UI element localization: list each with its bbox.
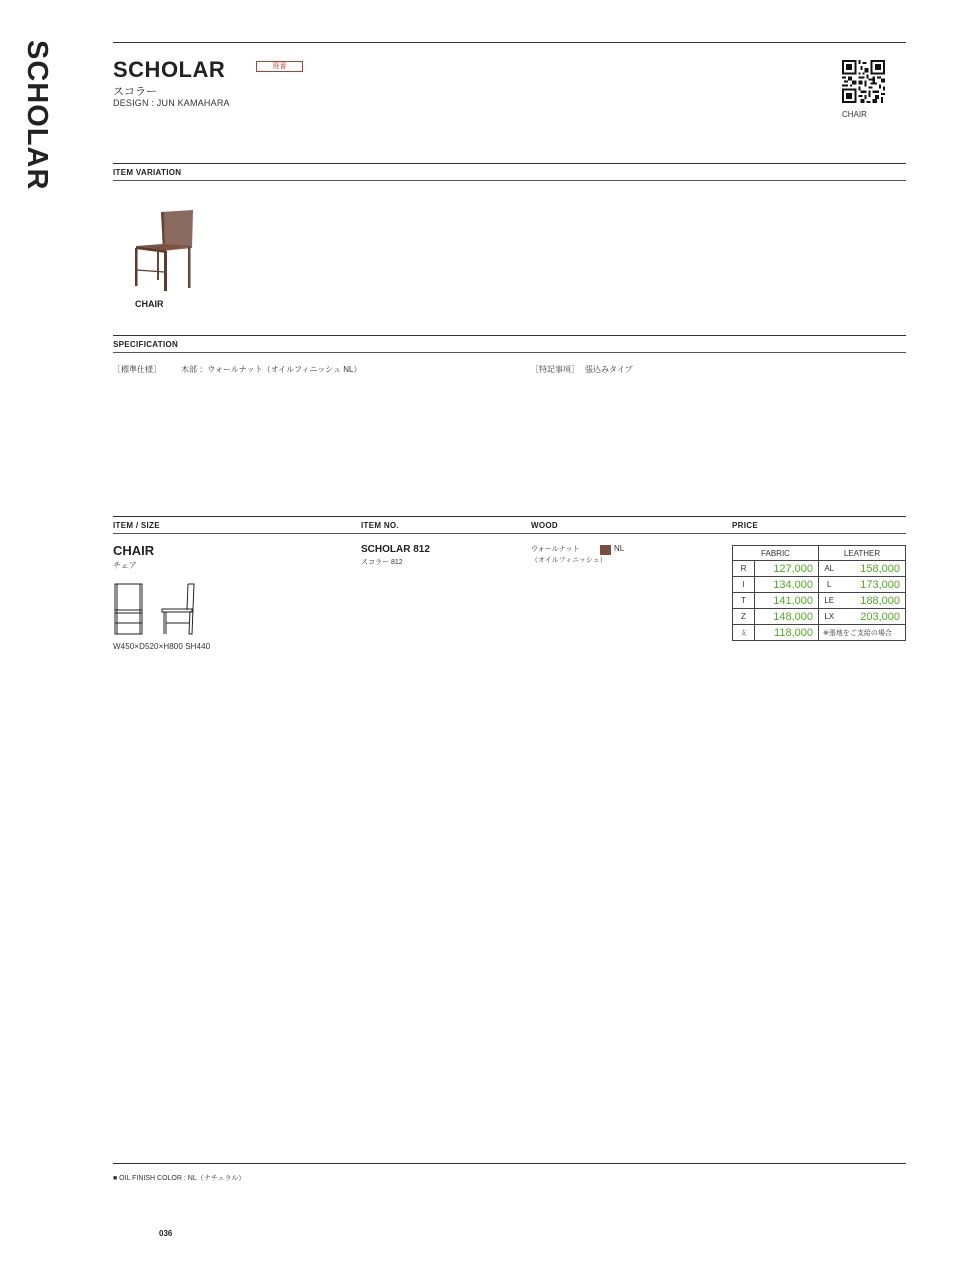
leather-grade: L (819, 577, 840, 593)
header-top-rule (113, 42, 906, 43)
items-bottom-rule (113, 533, 906, 534)
items-top-rule (113, 516, 906, 517)
leather-price: 203,000 (840, 609, 906, 625)
supplied-fabric-note: ※張地をご支給の場合 (819, 625, 906, 641)
footer-rule (113, 1163, 906, 1164)
table-row (733, 593, 906, 609)
fabric-grade: T (733, 593, 755, 609)
chair-side-drawing (161, 583, 197, 635)
table-row (733, 561, 906, 577)
footer-note: ■ OIL FINISH COLOR : NL（ナチュラル） (113, 1175, 246, 1182)
discontinued-badge: 廃番 (256, 61, 303, 72)
fabric-price: 141,000 (755, 593, 819, 609)
leather-header: LEATHER (819, 546, 906, 561)
wood-line-1: ウォールナット (531, 546, 580, 553)
fabric-grade: I (733, 577, 755, 593)
price-table (732, 545, 906, 641)
item-variation-heading: ITEM VARIATION (113, 168, 182, 177)
table-row (733, 577, 906, 593)
wood-description (531, 544, 607, 566)
spec-bottom-rule (113, 352, 906, 353)
item-no-heading: ITEM NO. (361, 521, 399, 530)
qr-code-icon[interactable] (842, 60, 885, 103)
variation-top-rule (113, 163, 906, 164)
special-note-value: 張込みタイプ (585, 365, 633, 374)
fabric-price: 134,000 (755, 577, 819, 593)
item-model-number: SCHOLAR 812 (361, 544, 430, 555)
specification-heading: SPECIFICATION (113, 340, 179, 349)
standard-spec-value: 木部 ：ウォールナット（オイルフィニッシュ NL） (181, 365, 362, 374)
spec-top-rule (113, 335, 906, 336)
leather-price: 173,000 (840, 577, 906, 593)
fabric-header: FABRIC (733, 546, 819, 561)
fabric-price: 127,000 (755, 561, 819, 577)
variation-bottom-rule (113, 180, 906, 181)
item-name: CHAIR (113, 543, 155, 558)
wood-swatch[interactable] (600, 545, 611, 555)
side-title: SCHOLAR (21, 40, 53, 191)
item-name-kana: チェア (113, 561, 137, 570)
fabric-grade: 支 (733, 625, 755, 641)
standard-spec-label: ［標準仕様］ (113, 365, 161, 374)
designer-credit: DESIGN : JUN KAMAHARA (113, 98, 230, 108)
item-size-heading: ITEM / SIZE (113, 521, 160, 530)
special-note-label: ［特記事項］ (531, 365, 579, 374)
chair-front-drawing (113, 583, 145, 635)
page-number: 036 (159, 1229, 173, 1238)
leather-price: 188,000 (840, 593, 906, 609)
price-heading: PRICE (732, 521, 758, 530)
fabric-price: 148,000 (755, 609, 819, 625)
fabric-grade: R (733, 561, 755, 577)
fabric-price: 118,000 (755, 625, 819, 641)
wood-heading: WOOD (531, 521, 558, 530)
page-title-kana: スコラー (113, 86, 157, 98)
variation-item-label: CHAIR (135, 299, 164, 309)
leather-grade: LX (819, 609, 840, 625)
item-dimensions: W450×D520×H800 SH440 (113, 642, 211, 651)
table-row (733, 625, 906, 641)
wood-color-code: NL (614, 544, 625, 553)
table-row (733, 609, 906, 625)
fabric-grade: Z (733, 609, 755, 625)
qr-label: CHAIR (842, 110, 867, 119)
chair-photo[interactable] (130, 208, 200, 294)
item-model-kana: スコラー 812 (361, 559, 403, 566)
leather-grade: LE (819, 593, 840, 609)
page-title: SCHOLAR (113, 57, 226, 82)
leather-price: 158,000 (840, 561, 906, 577)
leather-grade: AL (819, 561, 840, 577)
wood-line-2: （オイルフィニッシュ） (531, 557, 607, 564)
